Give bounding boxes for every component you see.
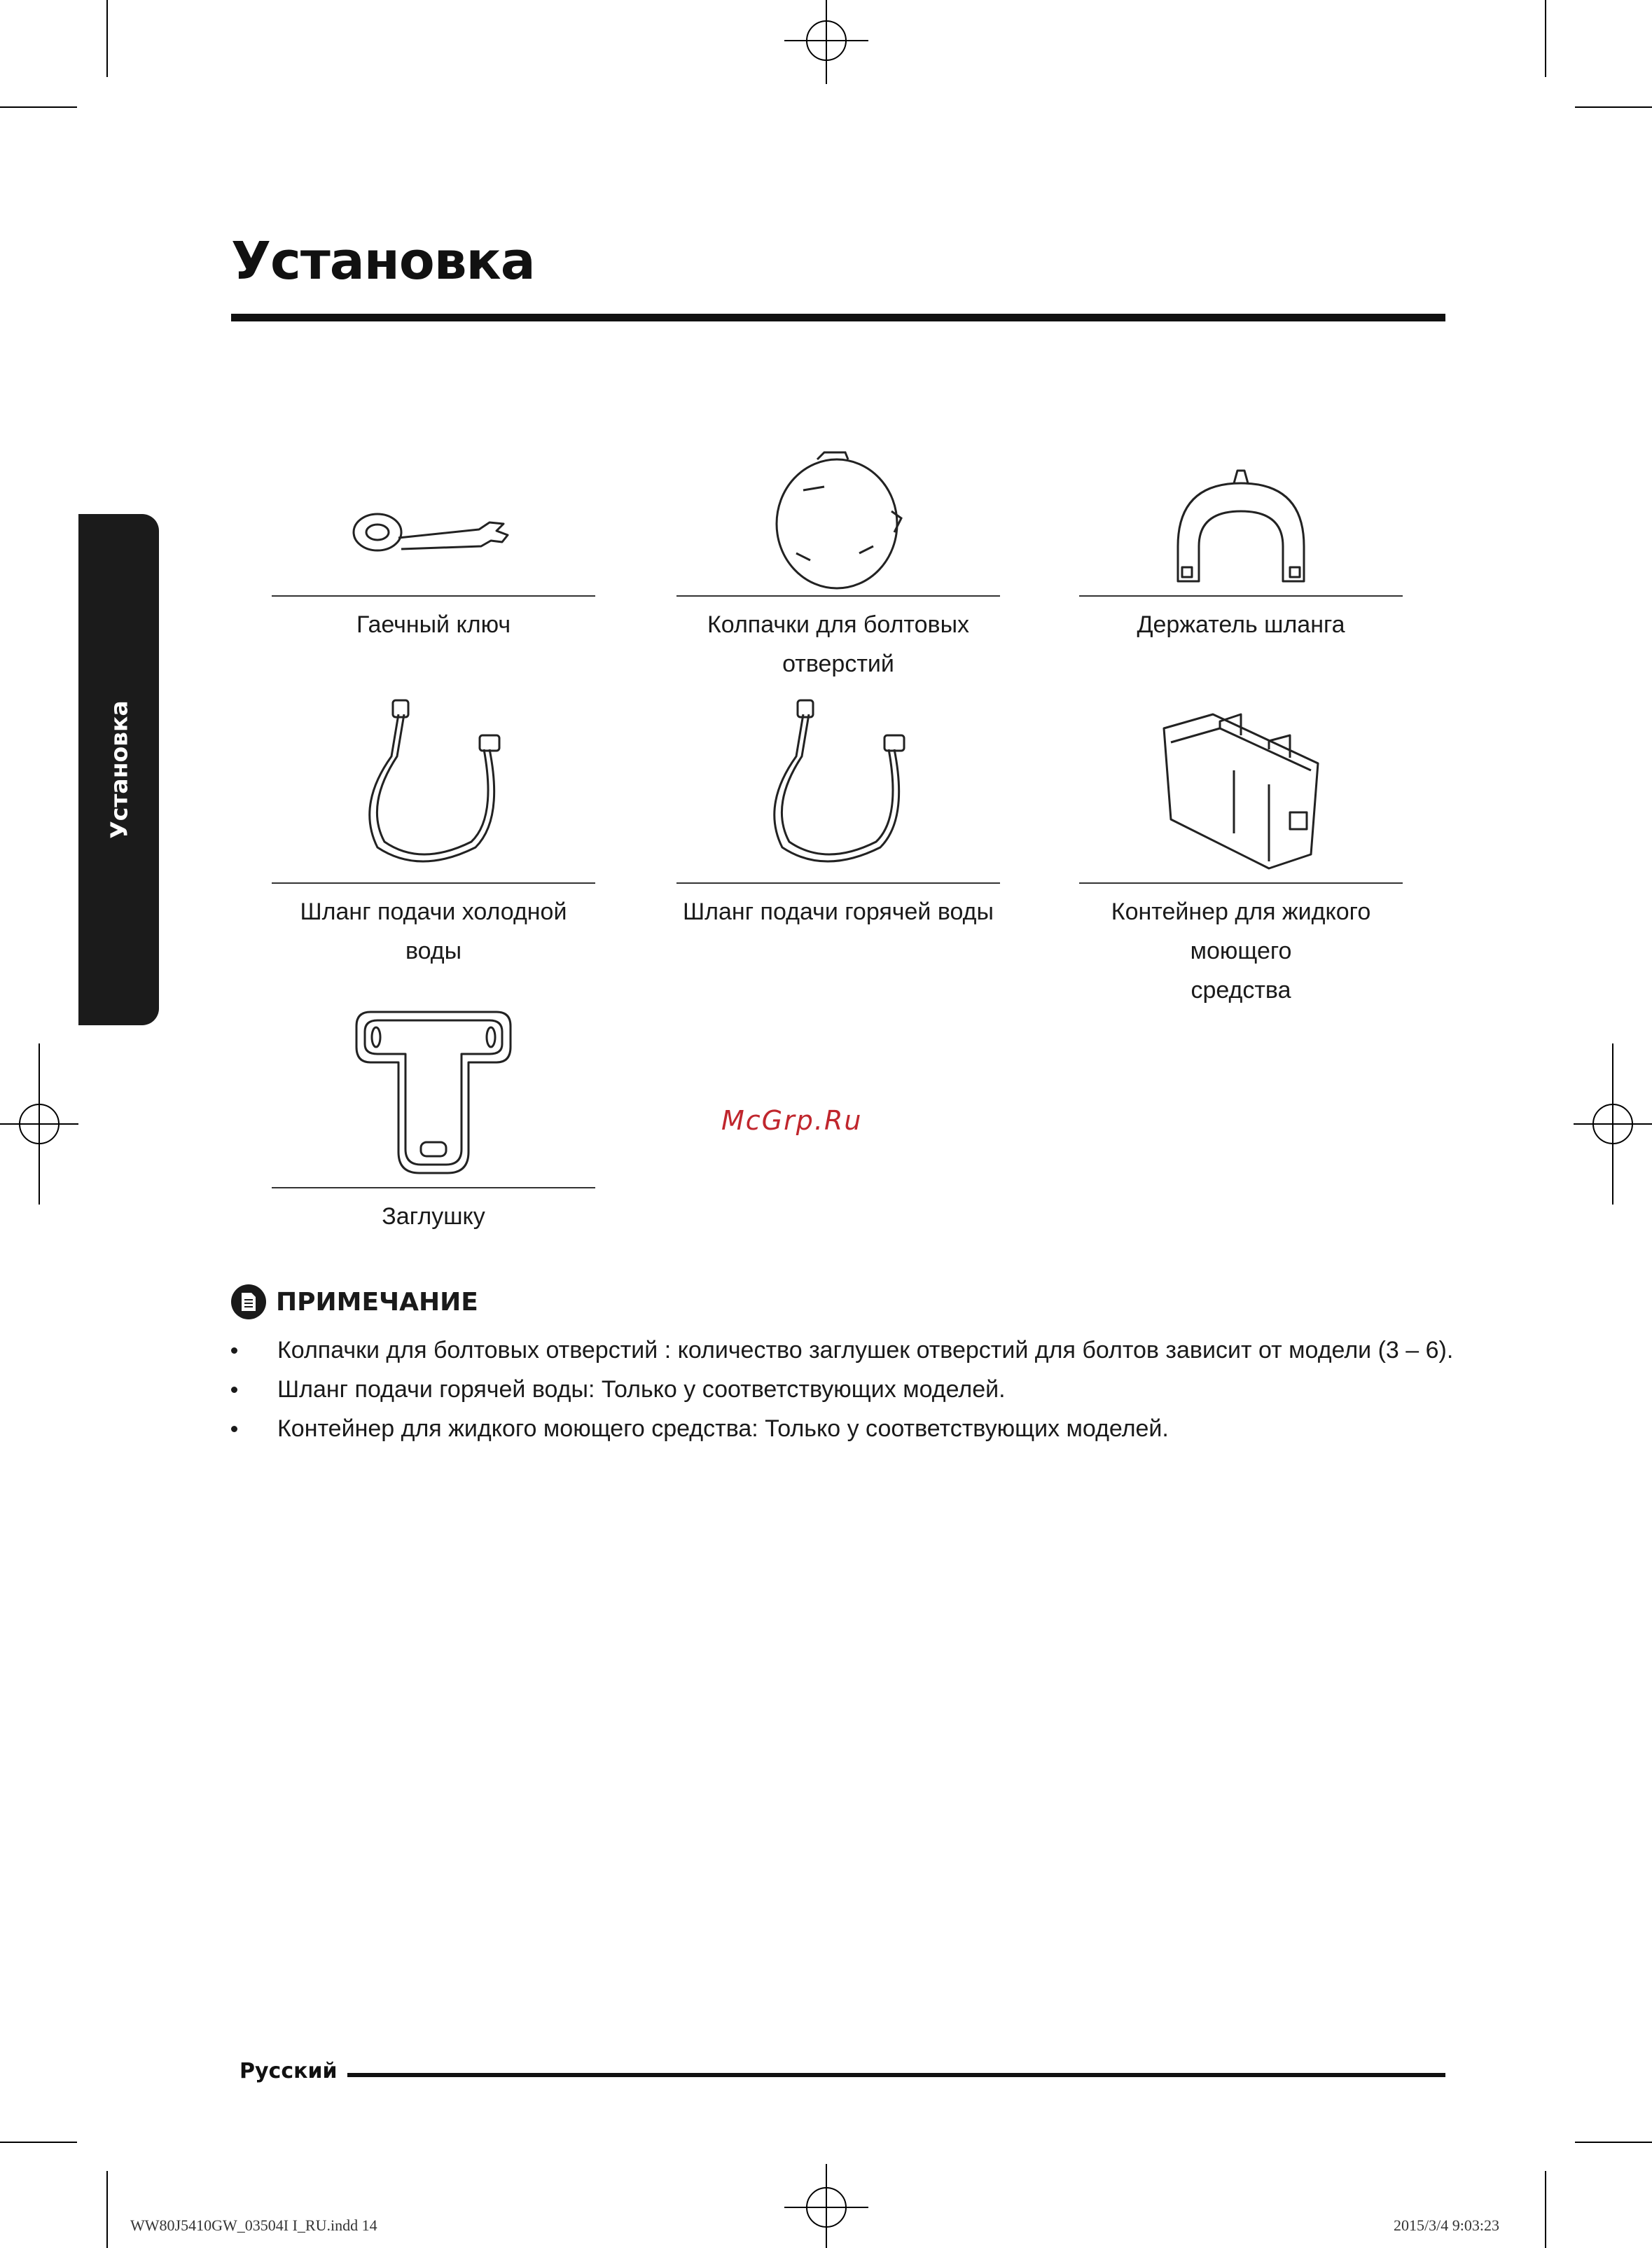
- item-bolt-hole-cap: [676, 448, 1000, 684]
- item-caption: Гаечный ключ: [356, 611, 511, 638]
- page-title: Установка: [231, 231, 535, 291]
- item-hot-water-hose: [676, 693, 1000, 931]
- print-slug-date: 2015/3/4 9:03:23: [1394, 2216, 1499, 2234]
- print-slug-file: WW80J5410GW_03504I I_RU.indd 14: [130, 2216, 377, 2234]
- item-caption: Шланг подачи холодной воды: [300, 898, 567, 964]
- item-hose-holder: [1079, 462, 1403, 644]
- item-rule: [676, 595, 1000, 597]
- watermark: McGrp.Ru: [721, 1105, 863, 1136]
- hot-water-hose-icon: [747, 693, 929, 882]
- liquid-detergent-container-icon: [1150, 700, 1332, 882]
- item-caption: Контейнер для жидкого моющего средства: [1111, 898, 1371, 1004]
- bullet-icon: [231, 1426, 237, 1432]
- footer-rule: [347, 2073, 1445, 2077]
- item-wrench: [272, 483, 595, 644]
- registration-mark-top: [777, 0, 875, 91]
- registration-mark-right: [1568, 1043, 1652, 1205]
- item-caption: Держатель шланга: [1137, 611, 1345, 638]
- item-liquid-detergent-container: [1079, 700, 1403, 1010]
- item-caption: Колпачки для болтовых отверстий: [707, 611, 970, 677]
- item-rule: [272, 882, 595, 884]
- side-section-tab: [78, 514, 159, 1025]
- list-item: Колпачки для болтовых отверстий : количество заглушек отверстий для болтов зависит от модели (3 – 6).: [231, 1331, 1453, 1370]
- title-rule: [231, 314, 1445, 321]
- bullet-icon: [231, 1387, 237, 1393]
- footer-language: Русский: [240, 2059, 338, 2083]
- note-list: [231, 1331, 1453, 1448]
- note-title: ПРИМЕЧАНИЕ: [276, 1287, 478, 1317]
- cold-water-hose-icon: [342, 693, 525, 882]
- item-caption: Заглушку: [382, 1203, 485, 1230]
- list-item: Контейнер для жидкого моющего средства: Только у соответствующих моделей.: [231, 1409, 1453, 1448]
- item-cold-water-hose: [272, 693, 595, 971]
- hose-holder-icon: [1157, 462, 1325, 595]
- note-header: [231, 1284, 478, 1319]
- registration-mark-left: [0, 1043, 84, 1205]
- side-tab-label: Установка: [105, 700, 132, 839]
- bolt-hole-cap-icon: [754, 448, 922, 595]
- bullet-icon: [231, 1347, 237, 1354]
- item-rule: [272, 1187, 595, 1188]
- wrench-icon: [328, 483, 539, 595]
- registration-mark-bottom: [777, 2157, 875, 2248]
- item-plug-cover: [272, 1005, 595, 1236]
- item-rule: [676, 882, 1000, 884]
- item-rule: [1079, 882, 1403, 884]
- item-rule: [272, 595, 595, 597]
- list-item: Шланг подачи горячей воды: Только у соответствующих моделей.: [231, 1370, 1453, 1409]
- plug-cover-icon: [342, 1005, 525, 1187]
- item-rule: [1079, 595, 1403, 597]
- item-caption: Шланг подачи горячей воды: [683, 898, 994, 925]
- note-icon: [231, 1284, 266, 1319]
